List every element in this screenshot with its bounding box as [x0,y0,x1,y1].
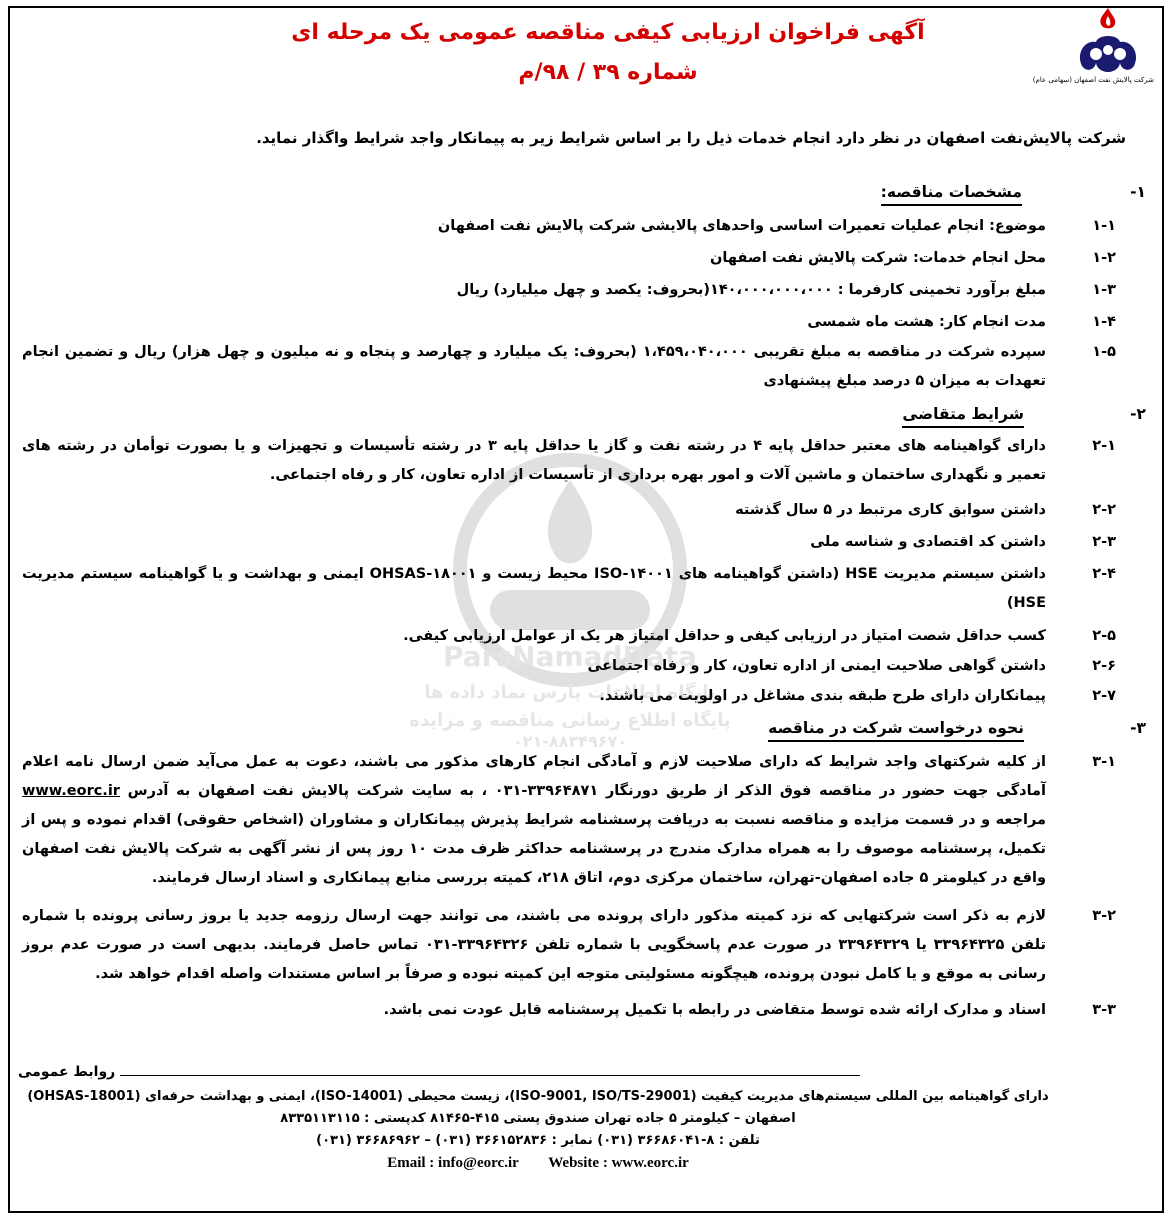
section-title: شرایط متقاضی [902,402,1024,428]
list-item [22,432,1116,490]
item-text: داشتن گواهی صلاحیت ایمنی از اداره تعاون، کار و رفاه اجتماعی [587,658,1046,674]
item-text: پیمانکاران دارای طرح طبقه بندی مشاغل در اولویت می باشند. [599,688,1046,704]
list-item [22,682,1116,711]
item-text [22,748,1046,893]
item-text-part-b: مراجعه و در قسمت مزایده و مناقصه نسبت به دریافت پرسشنامه شرایط پذیرش پیمانکاران و مشاوران (اشخاص حقوقی) اقدام نموده و پس از تکمیل، پرسشنامه موصوف را به همراه مدارک مندرج در پرسشنامه حداکثر ظرف مدت ۱۰ روز پس از نشر آگهی به شرکت پالایش نفت اصفهان واقع در کیلومتر ۵ جاده اصفهان-تهران، ساختمان مرکزی دوم، اتاق ۲۱۸، کمیته بررسی منابع پیمانکاری و اسناد ارسال فرمایند. [22,812,1047,886]
footer-address: اصفهان – کیلومتر ۵ جاده تهران صندوق پستی ۴۱۵-۸۱۴۶۵ کدپستی : ۸۳۳۵۱۱۳۱۱۵ [280,1111,796,1126]
intro-paragraph: شرکت پالایش‌نفت اصفهان در نظر دارد انجام خدمات ذیل را بر اساس شرایط زیر به پیمانکار واجد شرایط واگذار نماید. [256,129,1126,147]
item-number: ۲-۲ [1092,502,1116,518]
item-text: لازم به ذکر است شرکتهایی که نزد کمیته مذکور دارای پرونده می باشند، می توانند جهت ارسال رزومه جدید یا بروز رسانی پرونده با شماره تلفن ۳۳۹۶۴۳۲۵ یا ۳۳۹۶۴۳۲۹ در صورت عدم پاسخگویی با شماره تلفن ۳۳۹۶۴۳۲۶-۰۳۱ تماس حاصل فرمایند. بدیهی است در صورت عدم بروز رسانی به موقع و یا کامل نبودن پرونده، هیچگونه مسئولیتی متوجه این کمیته نبوده و صرفاً بر اساس مستندات واصله اقدام خواهد شد. [22,908,1046,982]
item-number: ۲-۵ [1092,628,1116,644]
item-number: ۳-۳ [1092,1002,1116,1018]
watermark-phone: ۰۲۱-۸۸۳۴۹۶۷۰ [512,732,628,751]
item-number: ۲-۶ [1092,658,1116,674]
website-link[interactable]: www.eorc.ir [22,783,120,799]
company-logo [1032,6,1154,90]
public-relations-label: روابط عمومی [18,1064,116,1080]
item-text: سپرده شرکت در مناقصه به مبلغ تقریبی ۱،۴۵۹،۰۴۰،۰۰۰ (بحروف: یک میلیارد و چهارصد و پنجاه و نه میلیون و چهل هزار) ریال و تضمین انجام تعهدات به میزان ۵ درصد مبلغ پیشنهادی [22,344,1046,389]
footer-web [20,1152,1056,1174]
section-3-heading [40,716,1146,740]
footer-certifications: دارای گواهینامه بین المللی سیستم‌های مدیریت کیفیت (ISO-9001, ISO/TS-29001)، زیست محیطی (ISO-14001)، ایمنی و بهداشت حرفه‌ای (OHSAS-18001) [27,1089,1049,1104]
list-item [22,622,1116,651]
item-number: ۱-۵ [1092,344,1116,360]
list-item [22,560,1116,618]
item-number: ۲-۷ [1092,688,1116,704]
watermark-line-1: پایگاه اطلاعات پارس نماد داده ها [424,682,716,703]
item-text: مبلغ برآورد تخمینی کارفرما : ۱۴۰،۰۰۰،۰۰۰،۰۰۰(بحروف: یکصد و چهل میلیارد) ریال [456,282,1046,298]
footer-website[interactable]: Website : www.eorc.ir [548,1155,689,1171]
logo-caption: شرکت پالایش نفت اصفهان (سهامی عام) [1032,76,1154,84]
footer-phone: تلفن : ۸-۳۶۶۸۶۰۴۱ (۰۳۱) نمابر : ۳۶۶۱۵۲۸۳۶ (۰۳۱) – ۳۶۶۸۶۹۶۲ (۰۳۱) [316,1133,760,1148]
section-title: مشخصات مناقصه: [881,180,1022,206]
section-2-heading [40,402,1146,426]
tender-number: شماره ۳۹ / ۹۸/م [518,60,698,85]
item-text-part-a: از کلیه شرکتهای واجد شرایط که دارای صلاحیت لازم و آمادگی انجام کارهای مذکور می باشند، دعوت به عمل می‌آید ضمن ارسال نامه اعلام آمادگی جهت حضور در مناقصه فوق الذکر از طریق دورنگار ۳۳۹۶۴۸۷۱-۰۳۱ ، به سایت شرکت پالایش نفت اصفهان به آدرس [22,754,1046,799]
item-text: داشتن کد اقتصادی و شناسه ملی [810,534,1046,550]
item-number: ۲-۴ [1092,566,1116,582]
footer-contact [20,1086,1056,1174]
item-number: ۳-۱ [1092,754,1116,770]
title-line-1: آگهی فراخوان ارزیابی کیفی مناقصه عمومی یک مرحله ای [291,20,925,45]
list-item [22,308,1116,337]
watermark-brand: ParsNamadData [443,640,697,673]
list-item [22,496,1116,525]
section-title: نحوه درخواست شرکت در مناقصه [768,716,1024,742]
section-number: ۲- [1130,405,1146,423]
announcement-title [160,18,1056,88]
item-text: محل انجام خدمات: شرکت پالایش نفت اصفهان [710,250,1046,266]
list-item [22,276,1116,305]
item-text: موضوع: انجام عملیات تعمیرات اساسی واحدهای پالایشی شرکت پالایش نفت اصفهان [437,218,1046,234]
item-number: ۱-۴ [1092,314,1116,330]
item-number: ۲-۳ [1092,534,1116,550]
item-number: ۱-۲ [1092,250,1116,266]
item-text: کسب حداقل شصت امتیاز در ارزیابی کیفی و حداقل امتیاز هر یک از عوامل ارزیابی کیفی. [403,628,1046,644]
item-text: اسناد و مدارک ارائه شده توسط متقاضی در رابطه با تکمیل پرسشنامه قابل عودت نمی باشد. [383,1002,1046,1018]
item-text: مدت انجام کار: هشت ماه شمسی [807,314,1046,330]
list-item [22,996,1116,1025]
item-text: دارای گواهینامه های معتبر حداقل پایه ۴ در رشته نفت و گاز یا حداقل پایه ۳ در رشته تأسیسات و تجهیزات و یا بصورت توأمان در رشته های تعمیر و نگهداری ساختمان و ماشین آلات و امور بهره برداری از تأسیسات از اداره تعاون، کار و رفاه اجتماعی. [22,438,1047,483]
list-item [22,244,1116,273]
list-item [22,902,1116,989]
list-item [22,748,1116,893]
watermark-line-2: پایگاه اطلاع رسانی مناقصه و مزایده [409,710,731,731]
list-item [22,338,1116,396]
footer-email[interactable]: Email : info@eorc.ir [387,1155,519,1171]
item-number: ۳-۲ [1092,908,1116,924]
item-number: ۱-۱ [1092,218,1116,234]
section-1-heading [40,180,1146,204]
list-item [22,212,1116,241]
footer-divider [120,1075,860,1076]
section-number: ۱- [1130,183,1146,201]
item-text: داشتن سیستم مدیریت HSE (داشتن گواهینامه های ISO-۱۴۰۰۱ محیط زیست و OHSAS-۱۸۰۰۱ ایمنی و بهداشت و یا گواهینامه سیستم مدیریت HSE) [22,566,1046,611]
item-number: ۱-۳ [1092,282,1116,298]
item-text: داشتن سوابق کاری مرتبط در ۵ سال گذشته [735,502,1046,518]
item-number: ۲-۱ [1092,438,1116,454]
section-number: ۳- [1130,719,1146,737]
list-item [22,652,1116,681]
list-item [22,528,1116,557]
